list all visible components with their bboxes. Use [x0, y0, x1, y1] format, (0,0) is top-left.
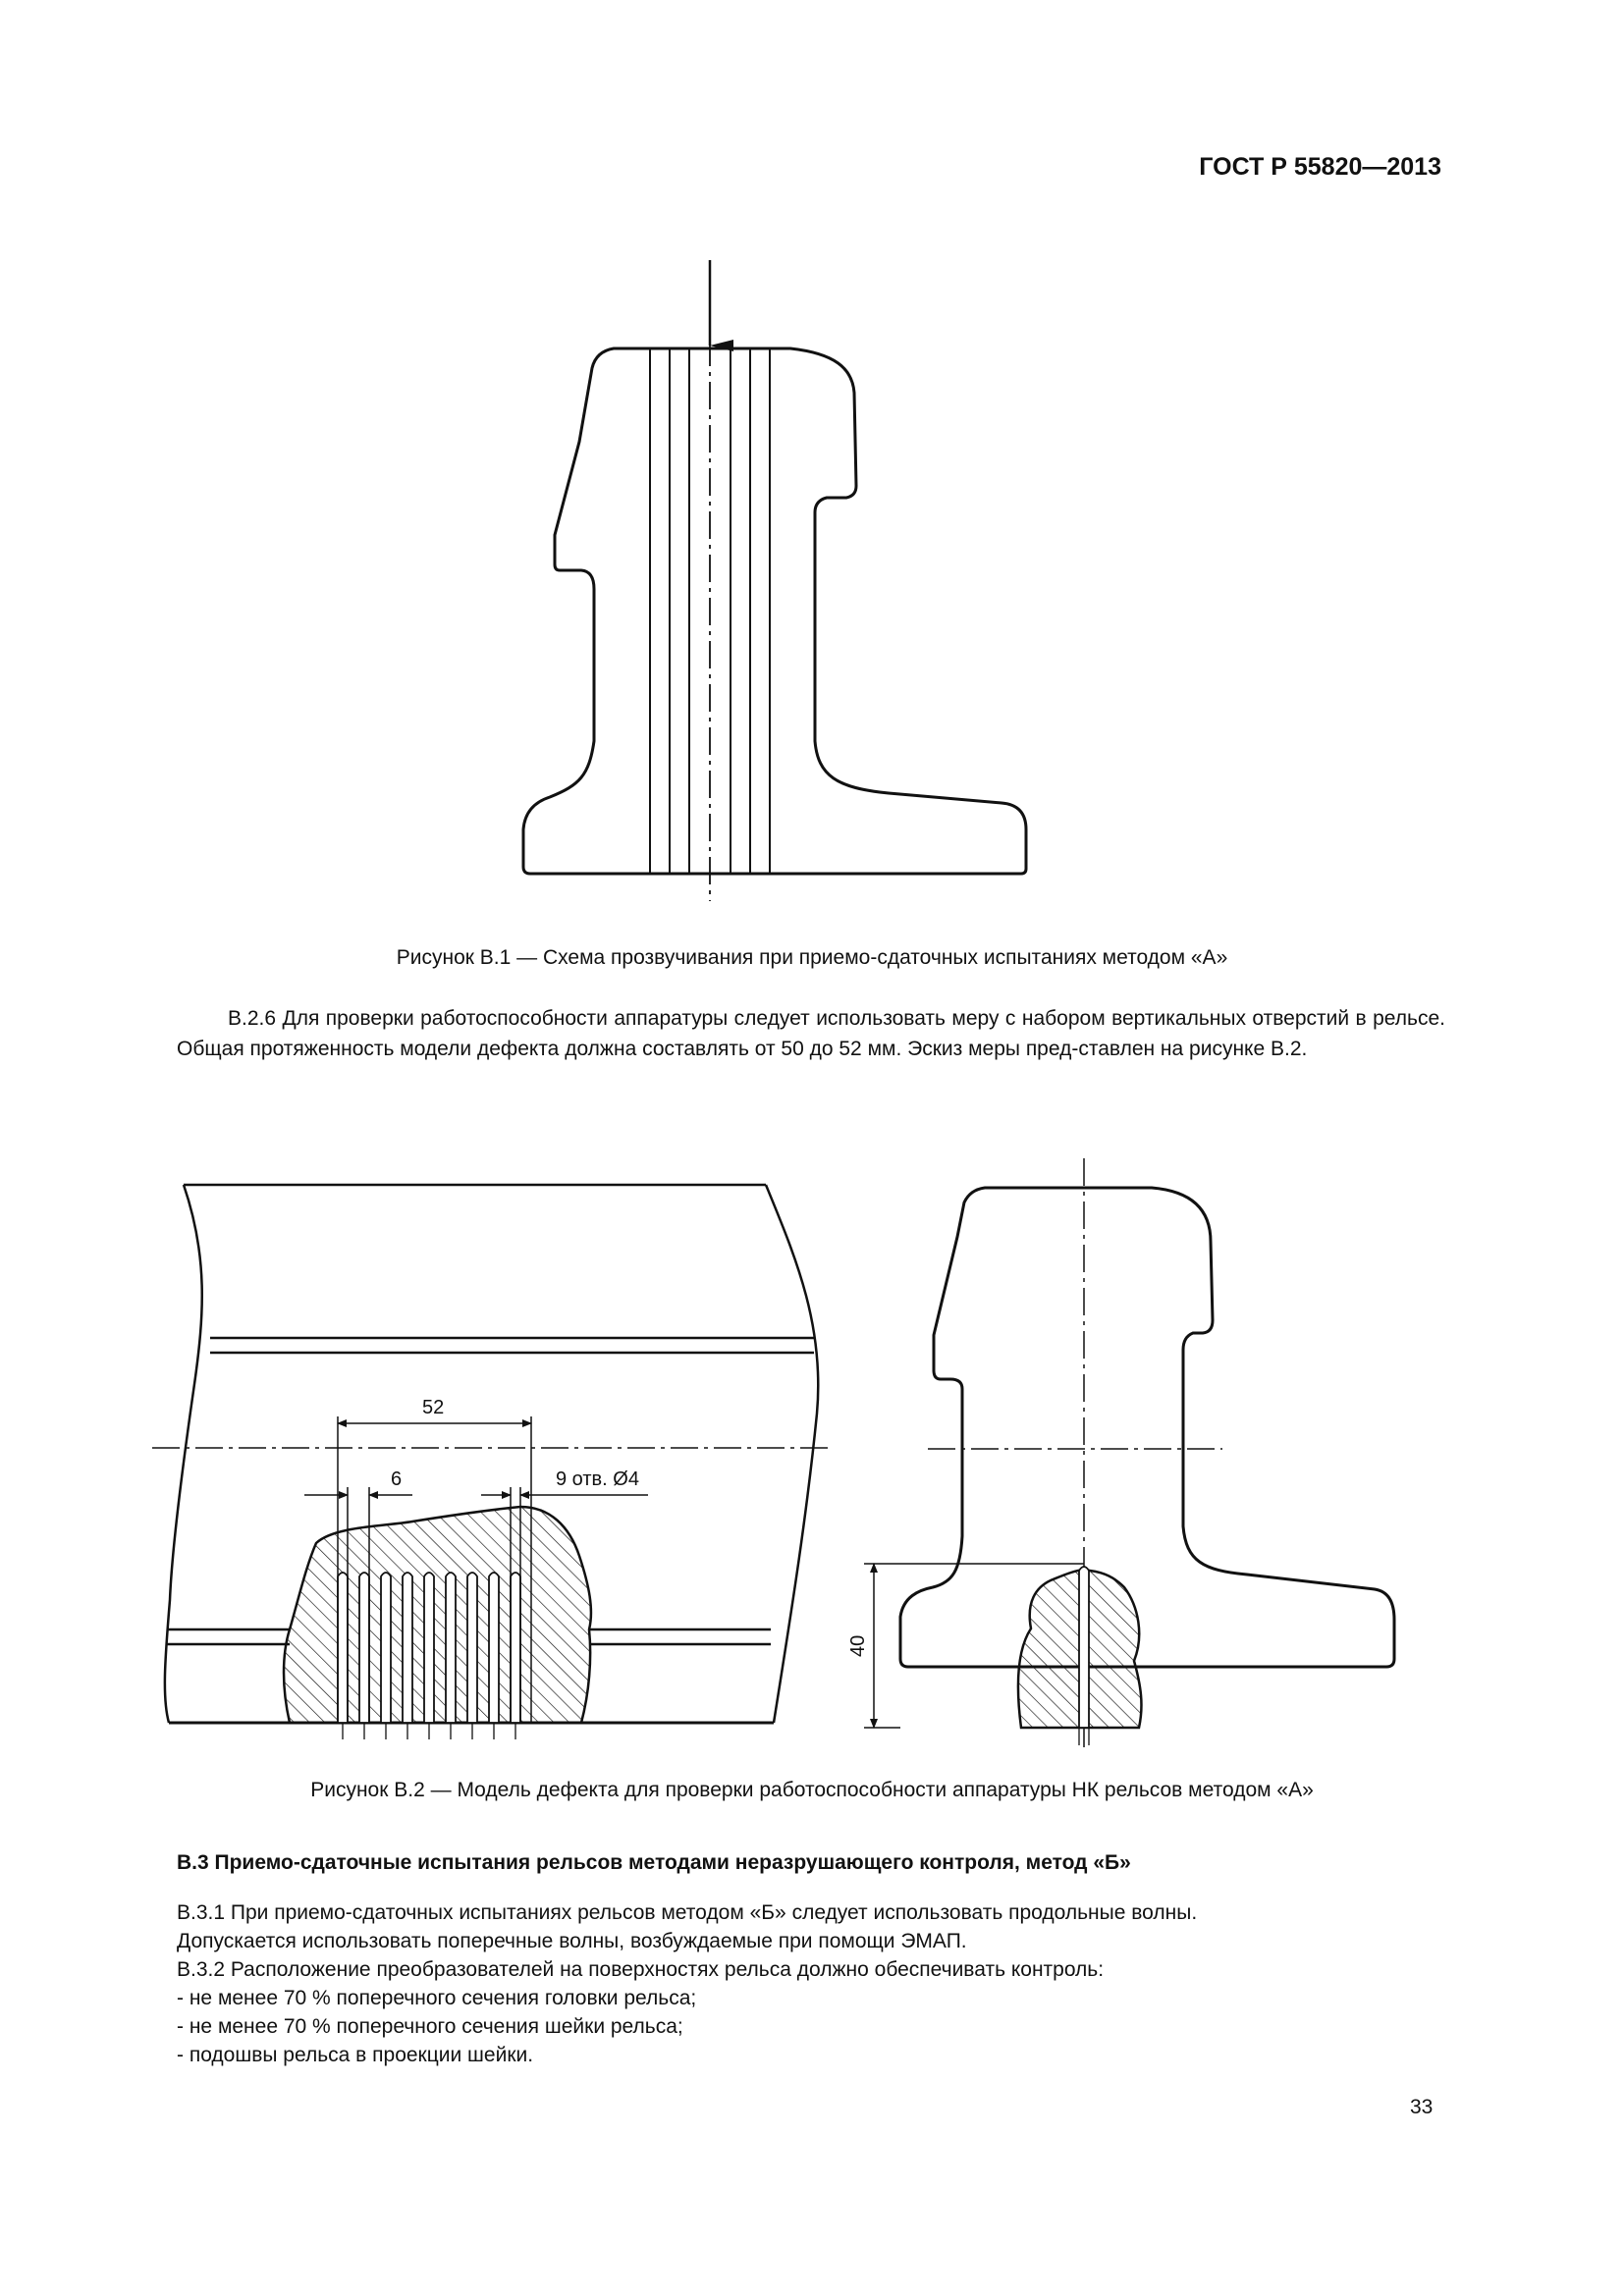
paragraph-b26 — [177, 1003, 1445, 1064]
figure-b1-caption: Рисунок В.1 — Схема прозвучивания при приемо-сдаточных испытаниях методом «А» — [396, 946, 1228, 969]
rail-profile-b1 — [523, 348, 1026, 874]
section-b3-line: В.3.1 При приемо-сдаточных испытаниях рельсов методом «Б» следует использовать продольные волны. — [177, 1901, 1198, 1924]
dim-height-label: 40 — [847, 1634, 869, 1657]
defect-model-hatched-zone — [284, 1507, 591, 1739]
dim-total-label: 52 — [422, 1397, 445, 1418]
section-b3-line: - не менее 70 % поперечного сечения шейки рельса; — [177, 2015, 683, 2038]
figure-b2-drawing — [0, 1139, 1624, 1777]
figure-b1-drawing — [0, 0, 1624, 942]
paragraph-b26-text: В.2.6 Для проверки работоспособности аппаратуры следует использовать меру с набором вертикальных отверстий в рельсе. Общая протяженность модели дефекта должна составлять от 50 до 52 мм. Эскиз меры пред-ставлен на рисунке В.2. — [177, 1007, 1445, 1060]
section-hole — [1079, 1567, 1089, 1728]
section-b3-line: - подошвы рельса в проекции шейки. — [177, 2044, 534, 2066]
dim-holes-label: 9 отв. Ø4 — [556, 1468, 639, 1490]
section-b3-line: Допускается использовать поперечные волны, возбуждаемые при помощи ЭМАП. — [177, 1930, 967, 1952]
section-b3-line: - не менее 70 % поперечного сечения головки рельса; — [177, 1987, 697, 2009]
section-b3-body — [177, 1898, 1197, 2069]
document-header: ГОСТ Р 55820—2013 — [1199, 153, 1441, 181]
section-b3-line: В.3.2 Расположение преобразователей на поверхностях рельса должно обеспечивать контроль: — [177, 1958, 1105, 1981]
section-b3-heading: В.3 Приемо-сдаточные испытания рельсов методами неразрушающего контроля, метод «Б» — [177, 1851, 1131, 1874]
dim-pitch-label: 6 — [391, 1468, 403, 1490]
rail-cross-section — [864, 1158, 1394, 1747]
page-number: 33 — [1410, 2096, 1434, 2118]
figure-b2-caption: Рисунок В.2 — Модель дефекта для проверки работоспособности аппаратуры НК рельсов методом «А» — [310, 1779, 1314, 1801]
